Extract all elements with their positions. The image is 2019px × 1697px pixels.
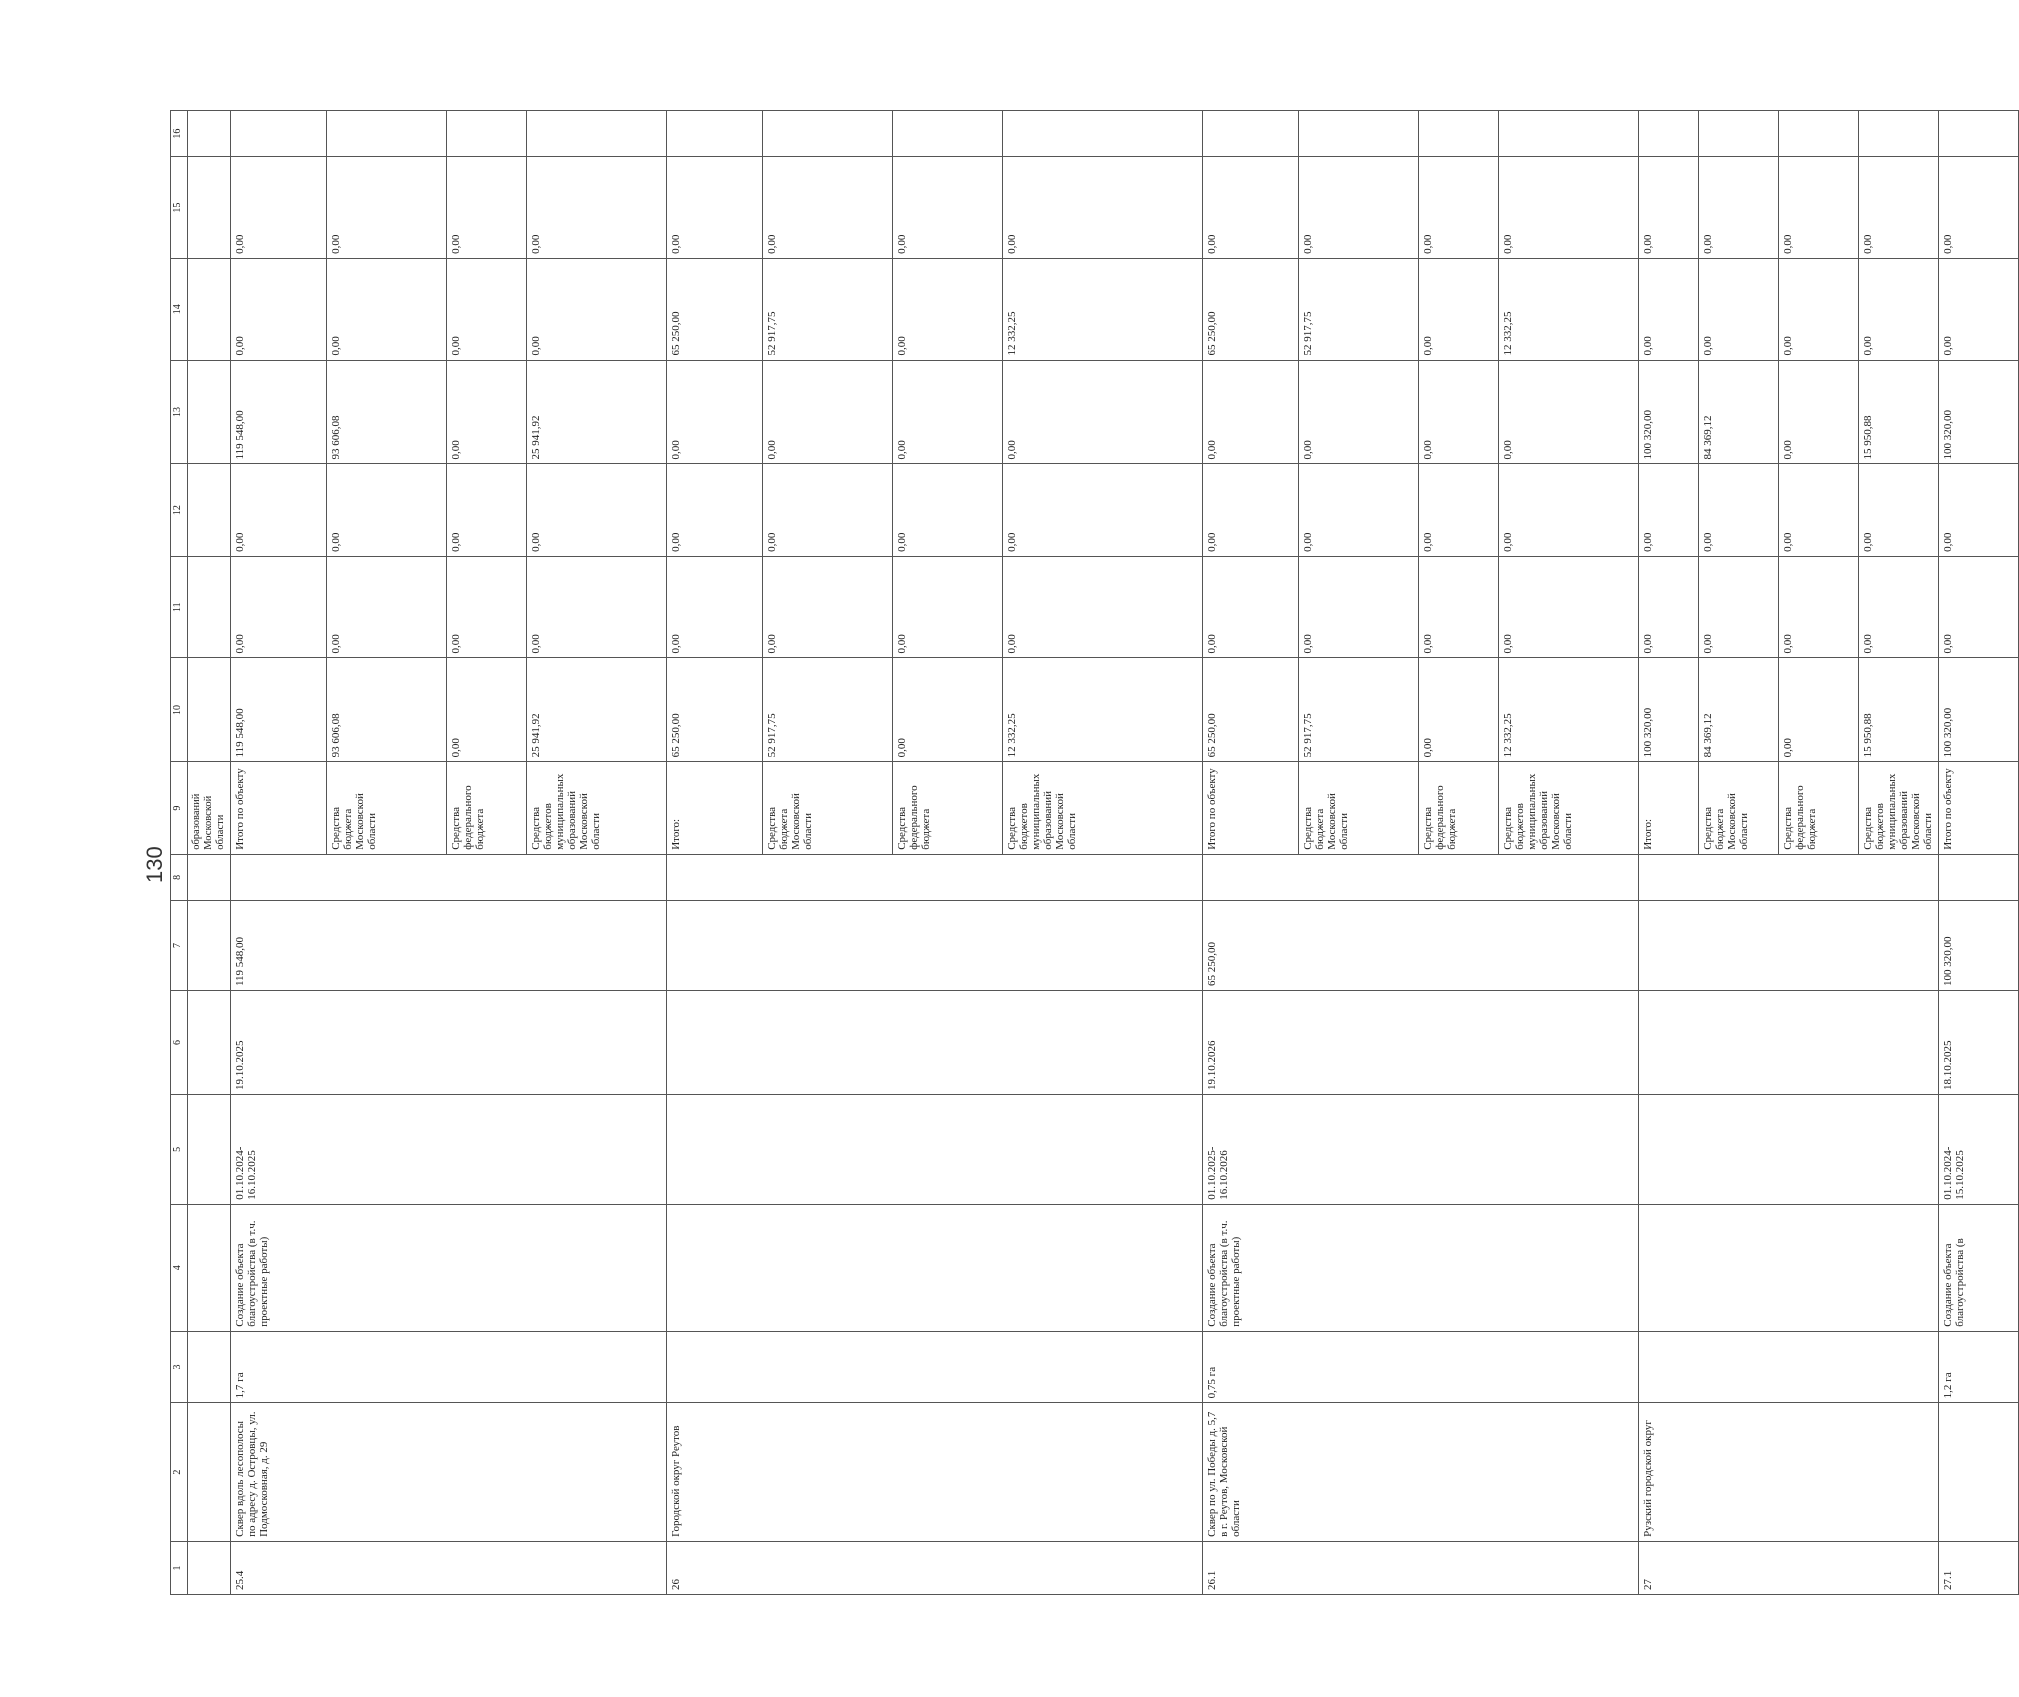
column-header-13: 13	[171, 360, 188, 464]
col-16-cell	[1779, 111, 1859, 157]
col-16-cell	[327, 111, 447, 157]
amount-col-10: 65 250,00	[1203, 658, 1299, 762]
amount-col-15: 0,00	[893, 157, 1003, 259]
commission-date: 19.10.2025	[231, 991, 667, 1095]
row-number: 27	[1639, 1541, 1939, 1594]
amount-col-15: 0,00	[527, 157, 667, 259]
amount-col-15: 0,00	[763, 157, 893, 259]
col-16-cell	[1939, 111, 2019, 157]
total-cost	[1639, 900, 1939, 990]
amount-col-15: 0,00	[1203, 157, 1299, 259]
amount-col-12: 0,00	[1499, 464, 1639, 556]
amount-col-15: 0,00	[1003, 157, 1203, 259]
object-area: 1,2 га	[1939, 1331, 2019, 1403]
funding-source: Средства бюджетов муниципальных образований Московской области	[1859, 762, 1939, 854]
amount-col-11: 0,00	[667, 556, 763, 658]
amount-col-11: 0,00	[1203, 556, 1299, 658]
amount-col-13: 15 950,88	[1859, 360, 1939, 464]
amount-col-12: 0,00	[1779, 464, 1859, 556]
amount-col-13: 0,00	[447, 360, 527, 464]
column-header-16: 16	[171, 111, 188, 157]
amount-col-12: 0,00	[1699, 464, 1779, 556]
funding-source: Средства бюджета Московской области	[1299, 762, 1419, 854]
amount-col-12: 0,00	[1299, 464, 1419, 556]
amount-col-15: 0,00	[231, 157, 327, 259]
rotated-table-wrapper	[170, 110, 1966, 1595]
col-16-cell	[893, 111, 1003, 157]
amount-col-12: 0,00	[231, 464, 327, 556]
work-period: 01.10.2025-16.10.2026	[1203, 1094, 1639, 1204]
amount-col-11: 0,00	[1299, 556, 1419, 658]
amount-col-13: 0,00	[1203, 360, 1299, 464]
row-number: 25.4	[231, 1541, 667, 1594]
amount-col-13: 25 941,92	[527, 360, 667, 464]
amount-col-15: 0,00	[1699, 157, 1779, 259]
amount-col-11: 0,00	[1003, 556, 1203, 658]
amount-col-14: 12 332,25	[1003, 258, 1203, 360]
amount-col-13: 0,00	[1003, 360, 1203, 464]
col-16-cell	[763, 111, 893, 157]
amount-col-15: 0,00	[1639, 157, 1699, 259]
total-cost: 65 250,00	[1203, 900, 1639, 990]
object-name: Рузский городской округ	[1639, 1403, 1939, 1542]
work-period	[1639, 1094, 1939, 1204]
col-8-cell	[231, 854, 667, 900]
amount-col-14: 0,00	[447, 258, 527, 360]
funding-source: Итого:	[1639, 762, 1699, 854]
row-number: 27.1	[1939, 1541, 2019, 1594]
amount-col-10: 0,00	[893, 658, 1003, 762]
amount-col-12: 0,00	[667, 464, 763, 556]
amount-col-10: 52 917,75	[763, 658, 893, 762]
col-16-cell	[1859, 111, 1939, 157]
amount-col-15: 0,00	[1779, 157, 1859, 259]
amount-col-12: 0,00	[763, 464, 893, 556]
col-16-cell	[1419, 111, 1499, 157]
amount-col-10: 25 941,92	[527, 658, 667, 762]
col-16-cell	[1639, 111, 1699, 157]
column-number-row	[171, 111, 188, 1595]
col-16-cell	[447, 111, 527, 157]
commission-date: 19.10.2026	[1203, 991, 1639, 1095]
amount-col-14: 0,00	[1779, 258, 1859, 360]
amount-col-12: 0,00	[893, 464, 1003, 556]
amount-col-14: 65 250,00	[1203, 258, 1299, 360]
column-header-3: 3	[171, 1331, 188, 1403]
funding-source: Средства федерального бюджета	[1419, 762, 1499, 854]
amount-col-11: 0,00	[231, 556, 327, 658]
funding-source: Средства федерального бюджета	[893, 762, 1003, 854]
object-name	[1939, 1403, 2019, 1542]
amount-col-10: 12 332,25	[1003, 658, 1203, 762]
amount-col-11: 0,00	[1499, 556, 1639, 658]
work-type	[667, 1204, 1203, 1331]
amount-col-13: 84 369,12	[1699, 360, 1779, 464]
column-header-6: 6	[171, 991, 188, 1095]
amount-col-14: 0,00	[1699, 258, 1779, 360]
amount-col-15: 0,00	[1939, 157, 2019, 259]
column-header-5: 5	[171, 1094, 188, 1204]
total-cost: 119 548,00	[231, 900, 667, 990]
amount-col-12: 0,00	[1203, 464, 1299, 556]
amount-col-14: 0,00	[327, 258, 447, 360]
commission-date	[1639, 991, 1939, 1095]
column-header-4: 4	[171, 1204, 188, 1331]
funding-source: Средства федерального бюджета	[1779, 762, 1859, 854]
column-header-1: 1	[171, 1541, 188, 1594]
amount-col-10: 65 250,00	[667, 658, 763, 762]
amount-col-14: 12 332,25	[1499, 258, 1639, 360]
amount-col-12: 0,00	[1939, 464, 2019, 556]
col-16-cell	[1003, 111, 1203, 157]
amount-col-11: 0,00	[1779, 556, 1859, 658]
table-row	[1203, 111, 1299, 1595]
object-name: Сквер по ул. Победы д. 5,7 в г. Реутов, Московской области	[1203, 1403, 1639, 1542]
amount-col-13: 0,00	[763, 360, 893, 464]
row-number: 26	[667, 1541, 1203, 1594]
commission-date: 18.10.2025	[1939, 991, 2019, 1095]
amount-col-14: 0,00	[893, 258, 1003, 360]
amount-col-11: 0,00	[1939, 556, 2019, 658]
amount-col-14: 0,00	[231, 258, 327, 360]
work-type: Создание объекта благоустройства (в т.ч. проектные работы)	[231, 1204, 667, 1331]
table-row	[1639, 111, 1699, 1595]
work-period: 01.10.2024-15.10.2025	[1939, 1094, 2019, 1204]
work-type	[1639, 1204, 1939, 1331]
amount-col-11: 0,00	[447, 556, 527, 658]
table-row	[1939, 111, 2019, 1595]
amount-col-10: 52 917,75	[1299, 658, 1419, 762]
amount-col-11: 0,00	[1699, 556, 1779, 658]
total-cost: 100 320,00	[1939, 900, 2019, 990]
amount-col-14: 0,00	[1939, 258, 2019, 360]
amount-col-15: 0,00	[1859, 157, 1939, 259]
column-header-11: 11	[171, 556, 188, 658]
continuation-row	[188, 111, 231, 1595]
amount-col-10: 15 950,88	[1859, 658, 1939, 762]
funding-source: Средства бюджетов муниципальных образований Московской области	[1499, 762, 1639, 854]
amount-col-15: 0,00	[1419, 157, 1499, 259]
col-16-cell	[667, 111, 763, 157]
funding-source: Средства бюджета Московской области	[327, 762, 447, 854]
row-number: 26.1	[1203, 1541, 1639, 1594]
amount-col-14: 52 917,75	[1299, 258, 1419, 360]
table-row	[667, 111, 763, 1595]
total-cost	[667, 900, 1203, 990]
amount-col-12: 0,00	[527, 464, 667, 556]
amount-col-11: 0,00	[1859, 556, 1939, 658]
work-period	[667, 1094, 1203, 1204]
work-period: 01.10.2024-16.10.2025	[231, 1094, 667, 1204]
column-header-9: 9	[171, 762, 188, 854]
funding-source: Средства федерального бюджета	[447, 762, 527, 854]
column-header-12: 12	[171, 464, 188, 556]
commission-date	[667, 991, 1203, 1095]
amount-col-14: 0,00	[527, 258, 667, 360]
funding-source: Итого:	[667, 762, 763, 854]
col-8-cell	[667, 854, 1203, 900]
amount-col-13: 100 320,00	[1939, 360, 2019, 464]
amount-col-10: 0,00	[1779, 658, 1859, 762]
object-area	[1639, 1331, 1939, 1403]
column-header-2: 2	[171, 1403, 188, 1542]
work-type: Создание объекта благоустройства (в т.ч. проектные работы)	[1203, 1204, 1639, 1331]
column-header-14: 14	[171, 258, 188, 360]
column-header-8: 8	[171, 854, 188, 900]
amount-col-10: 84 369,12	[1699, 658, 1779, 762]
amount-col-13: 0,00	[1419, 360, 1499, 464]
amount-col-14: 65 250,00	[667, 258, 763, 360]
amount-col-14: 52 917,75	[763, 258, 893, 360]
amount-col-15: 0,00	[667, 157, 763, 259]
amount-col-10: 119 548,00	[231, 658, 327, 762]
amount-col-12: 0,00	[447, 464, 527, 556]
col-8-cell	[1939, 854, 2019, 900]
amount-col-11: 0,00	[1639, 556, 1699, 658]
funding-source: Средства бюджета Московской области	[763, 762, 893, 854]
amount-col-15: 0,00	[1299, 157, 1419, 259]
amount-col-13: 0,00	[1299, 360, 1419, 464]
amount-col-13: 0,00	[893, 360, 1003, 464]
amount-col-14: 0,00	[1639, 258, 1699, 360]
col-8-cell	[1639, 854, 1939, 900]
amount-col-10: 93 606,08	[327, 658, 447, 762]
financing-table	[170, 110, 2019, 1595]
amount-col-10: 100 320,00	[1939, 658, 2019, 762]
amount-col-12: 0,00	[1639, 464, 1699, 556]
page-number: 130	[142, 846, 167, 883]
funding-source: Средства бюджетов муниципальных образований Московской области	[527, 762, 667, 854]
column-header-10: 10	[171, 658, 188, 762]
amount-col-15: 0,00	[447, 157, 527, 259]
col-16-cell	[231, 111, 327, 157]
amount-col-11: 0,00	[527, 556, 667, 658]
object-area: 1,7 га	[231, 1331, 667, 1403]
amount-col-12: 0,00	[1859, 464, 1939, 556]
amount-col-13: 0,00	[1499, 360, 1639, 464]
funding-source: Средства бюджетов муниципальных образований Московской области	[1003, 762, 1203, 854]
amount-col-10: 0,00	[447, 658, 527, 762]
funding-source: Итого по объекту	[1939, 762, 2019, 854]
amount-col-13: 93 606,08	[327, 360, 447, 464]
amount-col-15: 0,00	[327, 157, 447, 259]
amount-col-11: 0,00	[763, 556, 893, 658]
amount-col-10: 0,00	[1419, 658, 1499, 762]
object-area: 0,75 га	[1203, 1331, 1639, 1403]
amount-col-13: 0,00	[1779, 360, 1859, 464]
amount-col-10: 100 320,00	[1639, 658, 1699, 762]
amount-col-12: 0,00	[1419, 464, 1499, 556]
col-8-cell	[1203, 854, 1639, 900]
table-row	[231, 111, 327, 1595]
funding-source: Итого по объекту	[231, 762, 327, 854]
col-16-cell	[527, 111, 667, 157]
object-name: Городской округ Реутов	[667, 1403, 1203, 1542]
col-16-cell	[1299, 111, 1419, 157]
amount-col-13: 100 320,00	[1639, 360, 1699, 464]
object-area	[667, 1331, 1203, 1403]
amount-col-10: 12 332,25	[1499, 658, 1639, 762]
object-name: Сквер вдоль лесополосы по адресу д. Островцы, ул. Подмосковная, д. 29	[231, 1403, 667, 1542]
col-16-cell	[1499, 111, 1639, 157]
continuation-text: образований Московской области	[188, 762, 231, 854]
column-header-15: 15	[171, 157, 188, 259]
amount-col-11: 0,00	[327, 556, 447, 658]
funding-source: Средства бюджета Московской области	[1699, 762, 1779, 854]
amount-col-15: 0,00	[1499, 157, 1639, 259]
funding-source: Итого по объекту	[1203, 762, 1299, 854]
column-header-7: 7	[171, 900, 188, 990]
col-16-cell	[1203, 111, 1299, 157]
amount-col-13: 119 548,00	[231, 360, 327, 464]
work-type: Создание объекта благоустройства (в	[1939, 1204, 2019, 1331]
amount-col-11: 0,00	[1419, 556, 1499, 658]
amount-col-12: 0,00	[327, 464, 447, 556]
amount-col-12: 0,00	[1003, 464, 1203, 556]
amount-col-14: 0,00	[1859, 258, 1939, 360]
col-16-cell	[1699, 111, 1779, 157]
amount-col-13: 0,00	[667, 360, 763, 464]
amount-col-14: 0,00	[1419, 258, 1499, 360]
amount-col-11: 0,00	[893, 556, 1003, 658]
